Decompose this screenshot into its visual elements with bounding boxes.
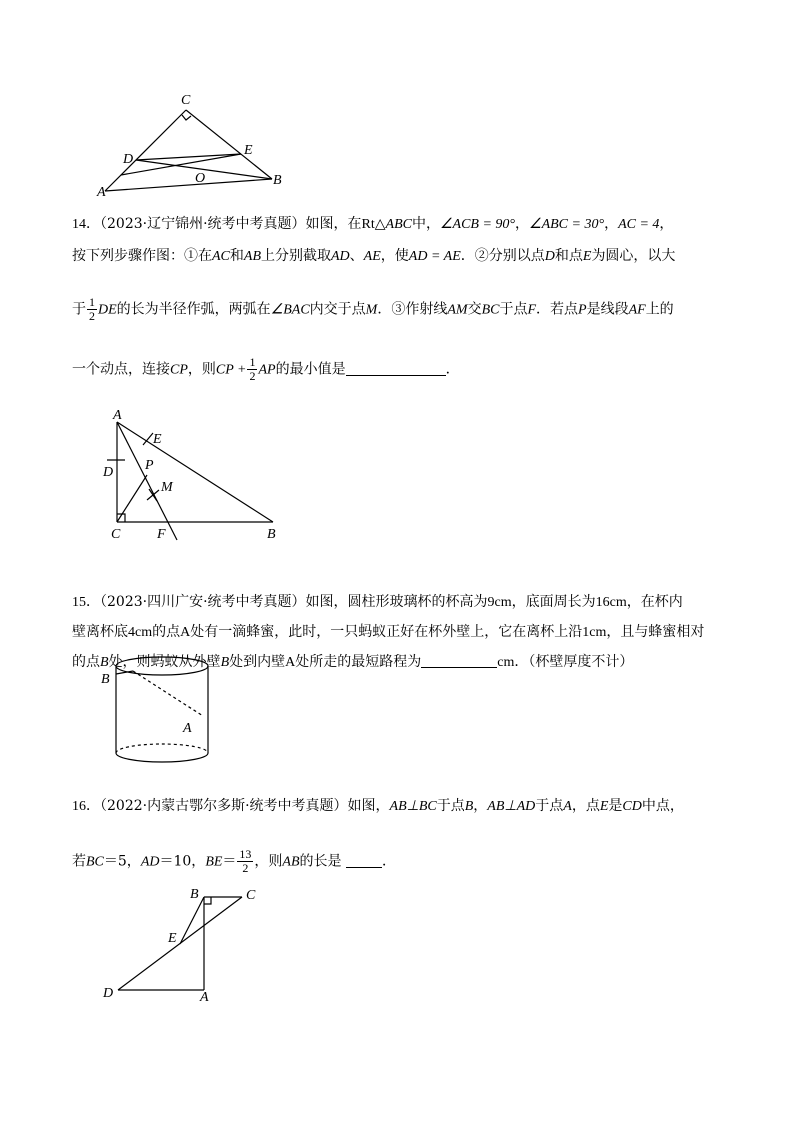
segment-be — [180, 897, 204, 944]
q14-math: AM — [447, 302, 468, 318]
q15-line2 — [72, 622, 704, 643]
q14-text: 一个动点，连接 — [72, 361, 170, 378]
label-e: E — [244, 143, 253, 158]
q14-text: 于点 — [499, 301, 528, 318]
label-e: E — [168, 931, 177, 946]
q16-text: 中点， — [641, 798, 684, 814]
q16-text: ＝5， — [103, 853, 141, 870]
q16-math: AB⊥BC — [389, 799, 437, 814]
q16-text: 的长是 — [299, 853, 342, 870]
frac-denominator: 2 — [89, 309, 95, 323]
label-b: B — [267, 527, 276, 542]
q14-text: ， — [515, 216, 530, 232]
figure-q14 — [95, 405, 295, 545]
q14-line3 — [72, 296, 674, 323]
q14-text: 为圆心，以大 — [591, 248, 676, 264]
q14-text: ， — [659, 216, 674, 232]
q14-text: 中， — [411, 216, 440, 232]
q14-text: ． — [445, 361, 460, 378]
label-a: A — [97, 185, 106, 200]
q14-angle-acb: ∠ACB = 90° — [439, 217, 516, 232]
segment-ac — [105, 110, 186, 191]
q14-math: AC — [212, 249, 230, 264]
q14-math: AE — [363, 249, 381, 264]
label-c: C — [246, 888, 256, 903]
q16-text: ． — [381, 853, 396, 870]
label-d: D — [123, 152, 134, 167]
q16-text: ， — [473, 798, 488, 814]
q14-text: 上分别截取 — [261, 248, 331, 264]
label-f: F — [157, 527, 166, 542]
figure-q15-cylinder — [95, 650, 225, 770]
q15-text: ，底面周长为 — [511, 594, 596, 610]
q14-text: 和点 — [554, 248, 583, 264]
label-p: P — [145, 458, 154, 473]
q14-math: AP — [258, 362, 276, 378]
answer-blank-q16[interactable] — [346, 853, 382, 868]
q14-text: 是线段 — [586, 301, 629, 318]
label-c: C — [111, 527, 121, 542]
q14-math: D — [544, 249, 555, 264]
frac-numerator: 1 — [89, 295, 95, 309]
q16-line1 — [72, 796, 684, 817]
q14-text: ．若点 — [536, 301, 579, 318]
q14-math: CP — [170, 362, 188, 378]
segment-ab — [105, 179, 272, 191]
q16-math: E — [599, 799, 609, 814]
q15-math: A — [180, 625, 191, 640]
q14-math: BC — [481, 302, 500, 318]
q15-math: 1cm — [582, 625, 607, 640]
q14-text: 和 — [229, 248, 244, 264]
q16-math: BE — [205, 854, 223, 870]
q14-text: ，则 — [187, 361, 216, 378]
q16-text: （2022·内蒙古鄂尔多斯·统考中考真题）如图， — [100, 798, 390, 814]
q16-math: AB — [282, 854, 300, 870]
q16-math: CD — [622, 799, 642, 814]
q14-tri: ABC — [385, 217, 412, 232]
label-d: D — [103, 465, 114, 480]
label-a: A — [183, 721, 192, 736]
q14-fraction-half — [87, 296, 97, 323]
q14-fraction-half-2 — [247, 356, 257, 383]
q14-text: 的长为半径作弧，两弧在 — [116, 301, 271, 318]
cylinder-top — [116, 657, 208, 675]
q15-text: 的点 — [72, 654, 100, 670]
q16-line2 — [72, 848, 396, 875]
path-inner — [133, 671, 203, 716]
q14-text: ，使 — [380, 248, 409, 264]
q14-text: 、 — [349, 248, 364, 264]
frac-denominator: 2 — [249, 369, 256, 383]
q14-text: ．③作射线 — [377, 301, 448, 318]
q15-text: 壁离杯底 — [72, 624, 128, 640]
figure-q16 — [98, 880, 268, 1005]
label-b: B — [273, 173, 282, 188]
q14-math: F — [527, 302, 537, 318]
q16-math: AB⊥AD — [487, 799, 536, 814]
q15-text: 处有一滴蜂蜜，此时，一只蚂蚁正好在杯外壁上，它在离杯上沿 — [190, 624, 583, 640]
q14-math: CP + — [215, 362, 247, 378]
q16-text: ，点 — [571, 798, 600, 814]
q14-text: 于 — [72, 301, 86, 318]
label-m: M — [161, 480, 173, 495]
q14-line4 — [72, 356, 460, 383]
q15-text: ．（杯壁厚度不计） — [514, 654, 634, 670]
q14-text: ， — [604, 216, 619, 232]
q14-text: ．②分别以点 — [460, 248, 545, 264]
q14-math: E — [582, 249, 592, 264]
label-e: E — [153, 432, 162, 447]
q14-text: 按下列步骤作图：①在 — [72, 248, 212, 264]
label-o: O — [195, 171, 206, 186]
q16-math: A — [563, 799, 572, 814]
q15-text: 的点 — [152, 624, 181, 640]
arc-mark-m2 — [149, 489, 157, 501]
answer-blank-q14[interactable] — [346, 361, 446, 376]
q16-text: 是 — [608, 798, 623, 814]
q16-text: ，则 — [254, 853, 283, 870]
q14-ac: AC = 4 — [618, 217, 660, 232]
q16-number: 16． — [72, 799, 100, 814]
right-angle-mark — [204, 897, 211, 904]
label-b: B — [190, 887, 199, 902]
q14-line2 — [72, 246, 675, 267]
q15-text: 处，则蚂蚁从外壁 — [108, 654, 221, 670]
q14-math: AB — [243, 249, 261, 264]
q16-math: B — [464, 799, 474, 814]
q14-math: AD — [331, 249, 350, 264]
q15-text: （2023·四川广安·统考中考真题）如图，圆柱形玻璃杯的杯高为 — [100, 594, 488, 610]
q14-source: （2023·辽宁锦州·统考中考真题）如图，在 — [100, 216, 362, 232]
q14-number: 14． — [72, 217, 100, 232]
q15-text: 处所走的最短路程为 — [295, 654, 422, 670]
q14-text: 交 — [467, 301, 482, 318]
q16-math: BC — [86, 854, 104, 870]
frac-numerator: 1 — [249, 355, 256, 369]
q16-math: AD — [140, 854, 160, 870]
q15-text: ，在杯内 — [626, 594, 683, 610]
q14-text: 的最小值是 — [275, 361, 346, 378]
label-a: A — [200, 990, 209, 1005]
q16-text: 于点 — [436, 798, 465, 814]
q16-text: ＝ — [222, 853, 237, 870]
segment-pc — [117, 475, 147, 522]
label-d: D — [103, 986, 114, 1001]
segment-ab — [117, 422, 273, 522]
q15-math: B — [100, 655, 109, 670]
answer-blank-q15[interactable] — [421, 653, 497, 668]
q15-math: B — [220, 655, 230, 670]
q15-line1 — [72, 592, 683, 613]
q15-text: ，且与蜂蜜相对 — [606, 624, 705, 640]
q16-text: 若 — [72, 853, 86, 870]
label-c: C — [181, 93, 191, 108]
q14-text: 内交于点 — [309, 301, 366, 318]
q14-rt: Rt△ — [361, 217, 386, 232]
q15-math: 4cm — [128, 625, 153, 640]
q14-math: AD = AE — [408, 249, 461, 264]
frac-numerator: 13 — [239, 847, 252, 861]
q14-math: M — [365, 302, 378, 318]
q16-text: ＝10， — [159, 853, 206, 870]
q15-math: A — [285, 655, 296, 670]
label-b: B — [101, 672, 110, 687]
cylinder-bottom-front — [116, 753, 208, 762]
q16-text: 于点 — [535, 798, 564, 814]
right-angle-mark — [182, 115, 191, 120]
q14-text: 上的 — [645, 301, 674, 318]
q16-fraction — [237, 848, 253, 875]
figure-q13 — [95, 90, 295, 200]
q14-angle-abc: ∠ABC = 30° — [529, 217, 605, 232]
frac-denominator: 2 — [242, 861, 249, 875]
q15-text: 处到内壁 — [229, 654, 286, 670]
q15-number: 15． — [72, 595, 100, 610]
label-a: A — [113, 408, 122, 423]
q15-math: 9cm — [487, 595, 512, 610]
q14-math: P — [578, 302, 587, 318]
q14-line1 — [72, 214, 673, 235]
q14-math: ∠BAC — [270, 302, 310, 318]
q15-unit: cm — [497, 655, 515, 670]
cylinder-bottom-back — [116, 744, 208, 753]
q14-math: AF — [628, 302, 646, 318]
q14-math: DE — [98, 302, 117, 318]
q15-math: 16cm — [595, 595, 627, 610]
